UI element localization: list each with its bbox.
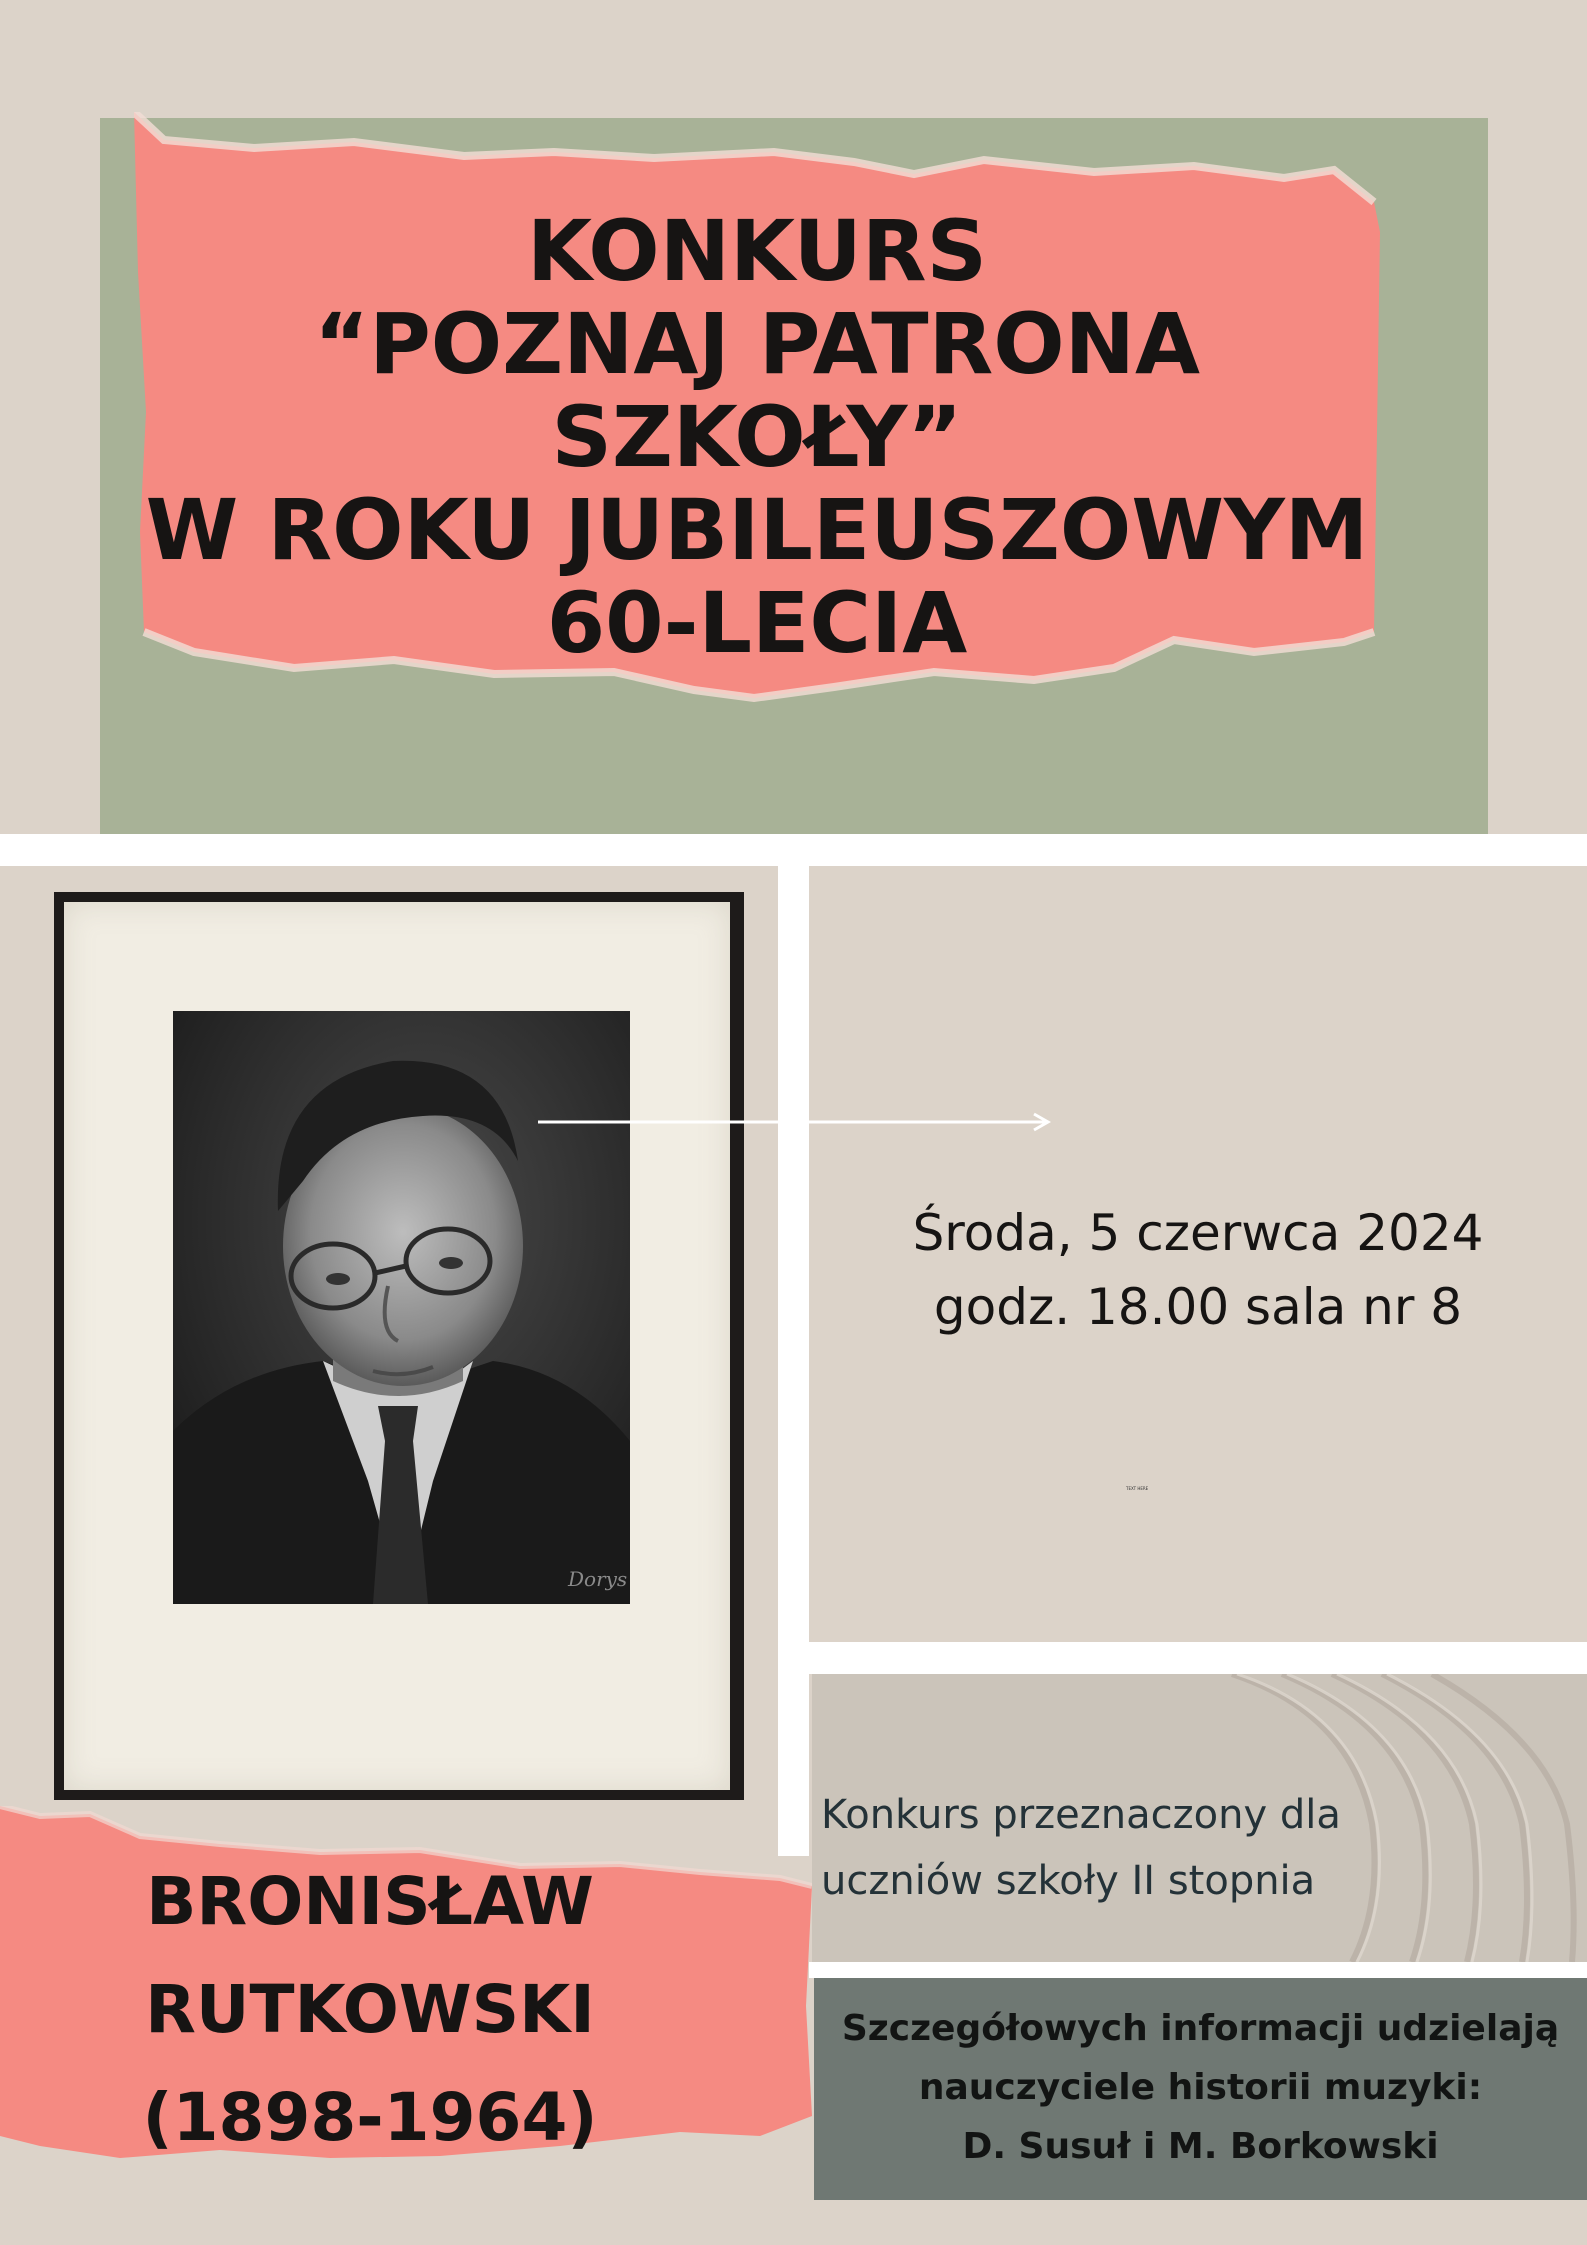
audience-line-1: Konkurs przeznaczony dla bbox=[821, 1792, 1341, 1838]
title-line-4: W ROKU JUBILEUSZOWYM bbox=[145, 481, 1369, 579]
patron-name bbox=[40, 1848, 700, 2172]
title-line-2: “POZNAJ PATRONA bbox=[314, 295, 1200, 393]
event-datetime bbox=[809, 1196, 1587, 1344]
photo-signature: Dorys bbox=[568, 1567, 628, 1591]
contest-title bbox=[134, 202, 1380, 672]
divider-vertical bbox=[778, 866, 809, 1856]
title-line-1: KONKURS bbox=[526, 202, 988, 300]
title-line-5: 60-LECIA bbox=[546, 574, 968, 672]
arrow-right-icon bbox=[538, 1112, 1058, 1132]
info-line-2: nauczyciele historii muzyki: bbox=[918, 2067, 1483, 2108]
event-date: Środa, 5 czerwca 2024 bbox=[912, 1204, 1484, 1262]
patron-last-name: RUTKOWSKI bbox=[145, 1971, 595, 2048]
divider-horizontal-top bbox=[0, 834, 1587, 866]
patron-first-name: BRONISŁAW bbox=[146, 1863, 594, 1940]
title-line-3: SZKOŁY” bbox=[551, 388, 963, 486]
tiny-caption: TEXT HERE bbox=[1126, 1486, 1149, 1491]
info-line-3: D. Susuł i M. Borkowski bbox=[962, 2126, 1439, 2167]
info-line-1: Szczegółowych informacji udzielają bbox=[841, 2008, 1560, 2049]
patron-years: (1898-1964) bbox=[142, 2079, 598, 2156]
divider-horizontal-right bbox=[809, 1642, 1587, 1674]
patron-portrait bbox=[173, 1011, 630, 1604]
info-text bbox=[814, 1999, 1587, 2176]
divider-horizontal-info bbox=[809, 1962, 1587, 1978]
audience-line-2: uczniów szkoły II stopnia bbox=[821, 1858, 1316, 1904]
event-time-room: godz. 18.00 sala nr 8 bbox=[933, 1278, 1463, 1336]
audience-note bbox=[821, 1782, 1341, 1914]
